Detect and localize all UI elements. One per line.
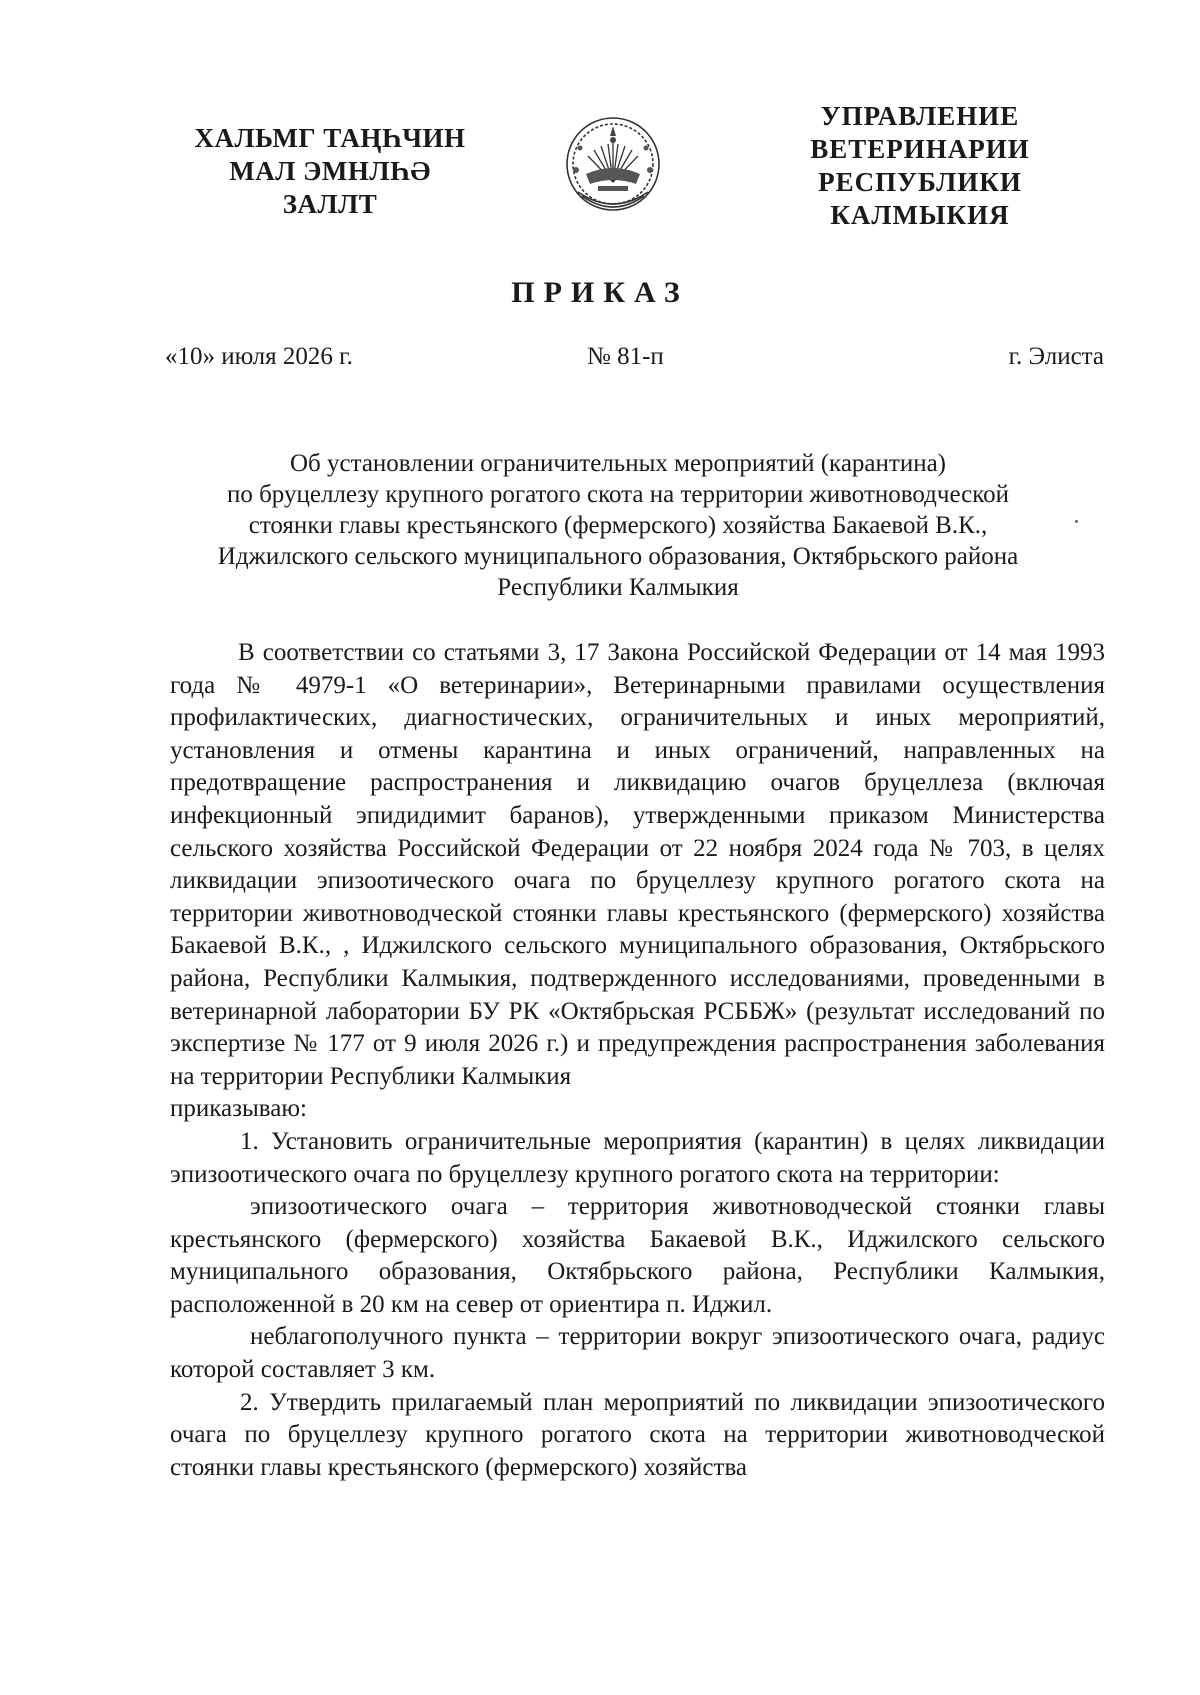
subject-line: стоянки главы крестьянского (фермерского) хозяйства Бакаевой В.К., <box>248 512 988 539</box>
subject-line: Иджилского сельского муниципального образования, Октябрьского района <box>217 543 1019 570</box>
order-subject <box>140 448 1096 603</box>
coat-of-arms-icon <box>558 104 668 220</box>
order-city: г. Элиста <box>1008 343 1104 370</box>
header-right-line: РЕСПУБЛИКИ <box>818 167 1022 197</box>
order-item-1-unfavorable: неблагополучного пункта – территории вокруг эпизоотического очага, радиус которой составляет 3 км. <box>170 1323 1105 1384</box>
order-item-1-focus: эпизоотического очага – территория животноводческой стоянки главы крестьянского (фермерского) хозяйства Бакаевой В.К., Иджилского сельского муниципального образования, Октябрьского района, Республики Калмыкия, расположенной в 20 км на север от ориентира п. Иджил. <box>170 1193 1105 1318</box>
header-left-line: ЗАЛЛТ <box>282 189 378 219</box>
scan-speck <box>1075 520 1078 523</box>
header-right-line: КАЛМЫКИЯ <box>830 200 1010 230</box>
order-item-2: 2. Утвердить прилагаемый план мероприятий по ликвидации эпизоотического очага по бруцеллезу крупного рогатого скота на территории животноводческой стоянки главы крестьянского (фермерского) хозяйства <box>170 1388 1105 1481</box>
header-right-line: ВЕТЕРИНАРИИ <box>810 134 1030 164</box>
order-body <box>170 637 1105 1484</box>
header-left-line: ХАЛЬМГ ТАҢҺЧИН <box>194 123 466 153</box>
header-right-line: УПРАВЛЕНИЕ <box>820 101 1020 131</box>
subject-line: Республики Калмыкия <box>497 574 739 601</box>
order-number: № 81-п <box>587 343 664 370</box>
header-kalmyk-title <box>180 122 480 221</box>
header-left-line: МАЛ ЭМНЛҺӘ <box>229 156 431 186</box>
orders-word: приказываю: <box>170 1095 307 1123</box>
order-item-1: 1. Установить ограничительные мероприятия (карантин) в целях ликвидации эпизоотического очага по бруцеллезу крупного рогатого скота на территории: <box>170 1127 1105 1188</box>
subject-line: Об установлении ограничительных мероприятий (карантина) <box>289 450 947 477</box>
header-russian-title <box>770 100 1070 232</box>
order-date: «10» июля 2026 г. <box>165 343 353 370</box>
document-title: ПРИКАЗ <box>511 276 689 309</box>
preamble-paragraph: В соответствии со статьями 3, 17 Закона Российской Федерации от 14 мая 1993 года № 4979-1 «О ветеринарии», Ветеринарными правилами осуществления профилактических, диагностических, ограничительных и иных мероприятий, установления и отмены карантина и иных ограничений, направленных на предотвращение распространения и ликвидацию очагов бруцеллеза (включая инфекционный эпидидимит баранов), утвержденными приказом Министерства сельского хозяйства Российской Федерации от 22 ноября 2024 года № 703, в целях ликвидации эпизоотического очага по бруцеллезу крупного рогатого скота на территории животноводческой стоянки главы крестьянского (фермерского) хозяйства Бакаевой В.К., , Иджилского сельского муниципального образования, Октябрьского района, Республики Калмыкия, подтвержденного исследованиями, проведенными в ветеринарной лаборатории БУ РК «Октябрьская РСББЖ» (результат исследований по экспертизе № 177 от 9 июля 2026 г.) и предупреждения распространения заболевания на территории Республики Калмыкия <box>170 639 1105 1090</box>
subject-line: по бруцеллезу крупного рогатого скота на территории животноводческой <box>226 481 1010 508</box>
